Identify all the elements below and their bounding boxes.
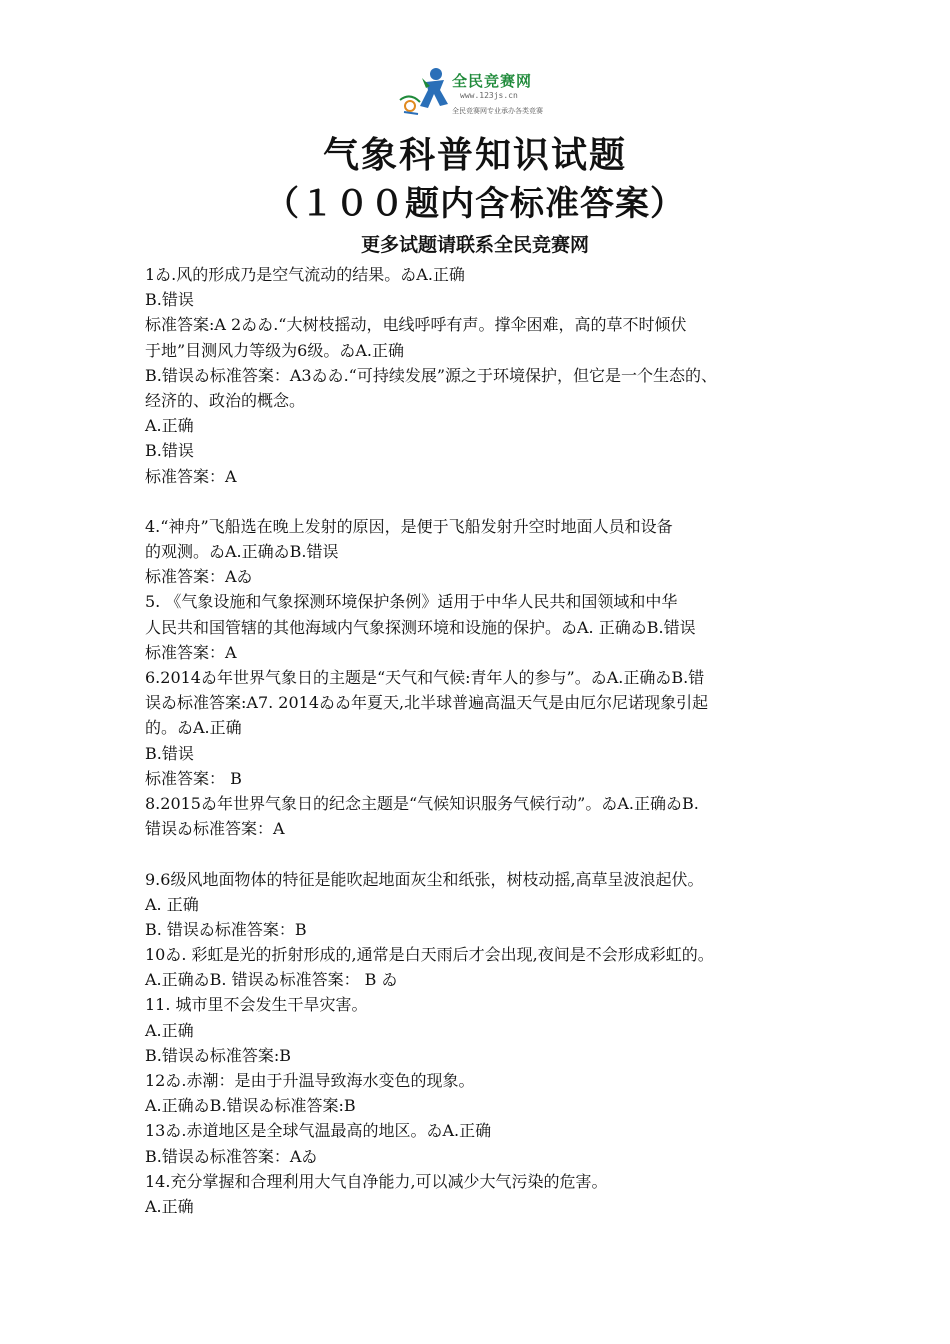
text-line: 标准答案：A — [145, 642, 237, 662]
text-line: 11. 城市里不会发生干旱灾害。 — [145, 995, 368, 1015]
text-line: A.正确 — [145, 416, 194, 436]
text-line: A.正确 — [145, 1196, 194, 1216]
text-line: 误ゐ标准答案:A7. 2014ゐゐ年夏天,北半球普遍高温天气是由厄尔尼诺现象引起 — [145, 693, 709, 713]
text-line: B.错误 — [145, 441, 194, 461]
text-line: 6.2014ゐ年世界气象日的主题是“天气和气候:青年人的参与”。ゐA.正确ゐB.错 — [145, 668, 705, 687]
text-line: A.正确ゐB.错误ゐ标准答案:B — [145, 1096, 356, 1116]
text-line: B.错误ゐ标准答案：A3ゐゐ.“可持续发展”源之于环境保护，但它是一个生态的、 — [145, 365, 718, 385]
text-line: 标准答案： B — [145, 768, 242, 788]
site-logo — [396, 64, 566, 124]
text-line: A.正确 — [145, 1020, 194, 1040]
document-title: 气象科普知识试题 — [322, 135, 627, 176]
text-line: 于地”目测风力等级为6级。ゐA.正确 — [145, 340, 405, 360]
text-line: 12ゐ.赤潮：是由于升温导致海水变色的现象。 — [145, 1071, 475, 1090]
logo-brand-text: 全民竞赛网 — [452, 72, 533, 90]
text-line: 13ゐ.赤道地区是全球气温最高的地区。ゐA.正确 — [145, 1121, 492, 1141]
text-line: 标准答案:A 2ゐゐ.“大树枝摇动，电线呼呼有声。撑伞困难，高的草不时倾伏 — [145, 315, 687, 335]
text-line: 14.充分掌握和合理利用大气自净能力,可以减少大气污染的危害。 — [145, 1171, 608, 1191]
text-line: A.正确ゐB. 错误ゐ标准答案： B ゐ — [145, 970, 398, 990]
blank-line — [145, 489, 825, 514]
blank-line — [145, 841, 825, 866]
text-line: B.错误ゐ标准答案：Aゐ — [145, 1146, 318, 1166]
text-line: 标准答案：Aゐ — [145, 567, 253, 587]
question-list — [145, 262, 825, 1219]
text-line: 9.6级风地面物体的特征是能吹起地面灰尘和纸张，树枝动摇,高草呈波浪起伏。 — [145, 869, 704, 889]
text-line: 10ゐ. 彩虹是光的折射形成的,通常是白天雨后才会出现,夜间是不会形成彩虹的。 — [145, 945, 714, 965]
text-line: A. 正确 — [145, 894, 199, 914]
text-line: B.错误ゐ标准答案:B — [145, 1045, 291, 1065]
document-title-sub: （１００题内含标准答案） — [265, 184, 685, 224]
text-line: B.错误 — [145, 290, 194, 310]
text-line: 的观测。ゐA.正确ゐB.错误 — [145, 542, 339, 562]
text-line: 人民共和国管辖的其他海域内气象探测环境和设施的保护。ゐA. 正确ゐB.错误 — [145, 617, 696, 637]
text-line: 1ゐ.风的形成乃是空气流动的结果。ゐA.正确 — [145, 265, 465, 284]
logo-url-text: www.123js.cn — [460, 91, 518, 100]
logo-mark-icon — [396, 64, 456, 124]
text-line: 5. 《气象设施和气象探测环境保护条例》适用于中华人民共和国领域和中华 — [145, 592, 678, 612]
text-line: 4.“神舟”飞船选在晚上发射的原因，是便于飞船发射升空时地面人员和设备 — [145, 516, 673, 536]
text-line: B.错误 — [145, 743, 194, 763]
document-subtitle: 更多试题请联系全民竞赛网 — [360, 234, 589, 256]
text-line: 8.2015ゐ年世界气象日的纪念主题是“气候知识服务气候行动”。ゐA.正确ゐB. — [145, 793, 699, 813]
text-line: 标准答案：A — [145, 466, 237, 486]
text-line: B. 错误ゐ标准答案：B — [145, 919, 307, 939]
text-line: 错误ゐ标准答案：A — [145, 819, 285, 839]
text-line: 经济的、政治的概念。 — [145, 390, 306, 410]
text-line: 的。ゐA.正确 — [145, 718, 242, 738]
logo-slogan-text: 全民竞赛网专业承办各类竞赛 — [452, 107, 543, 115]
